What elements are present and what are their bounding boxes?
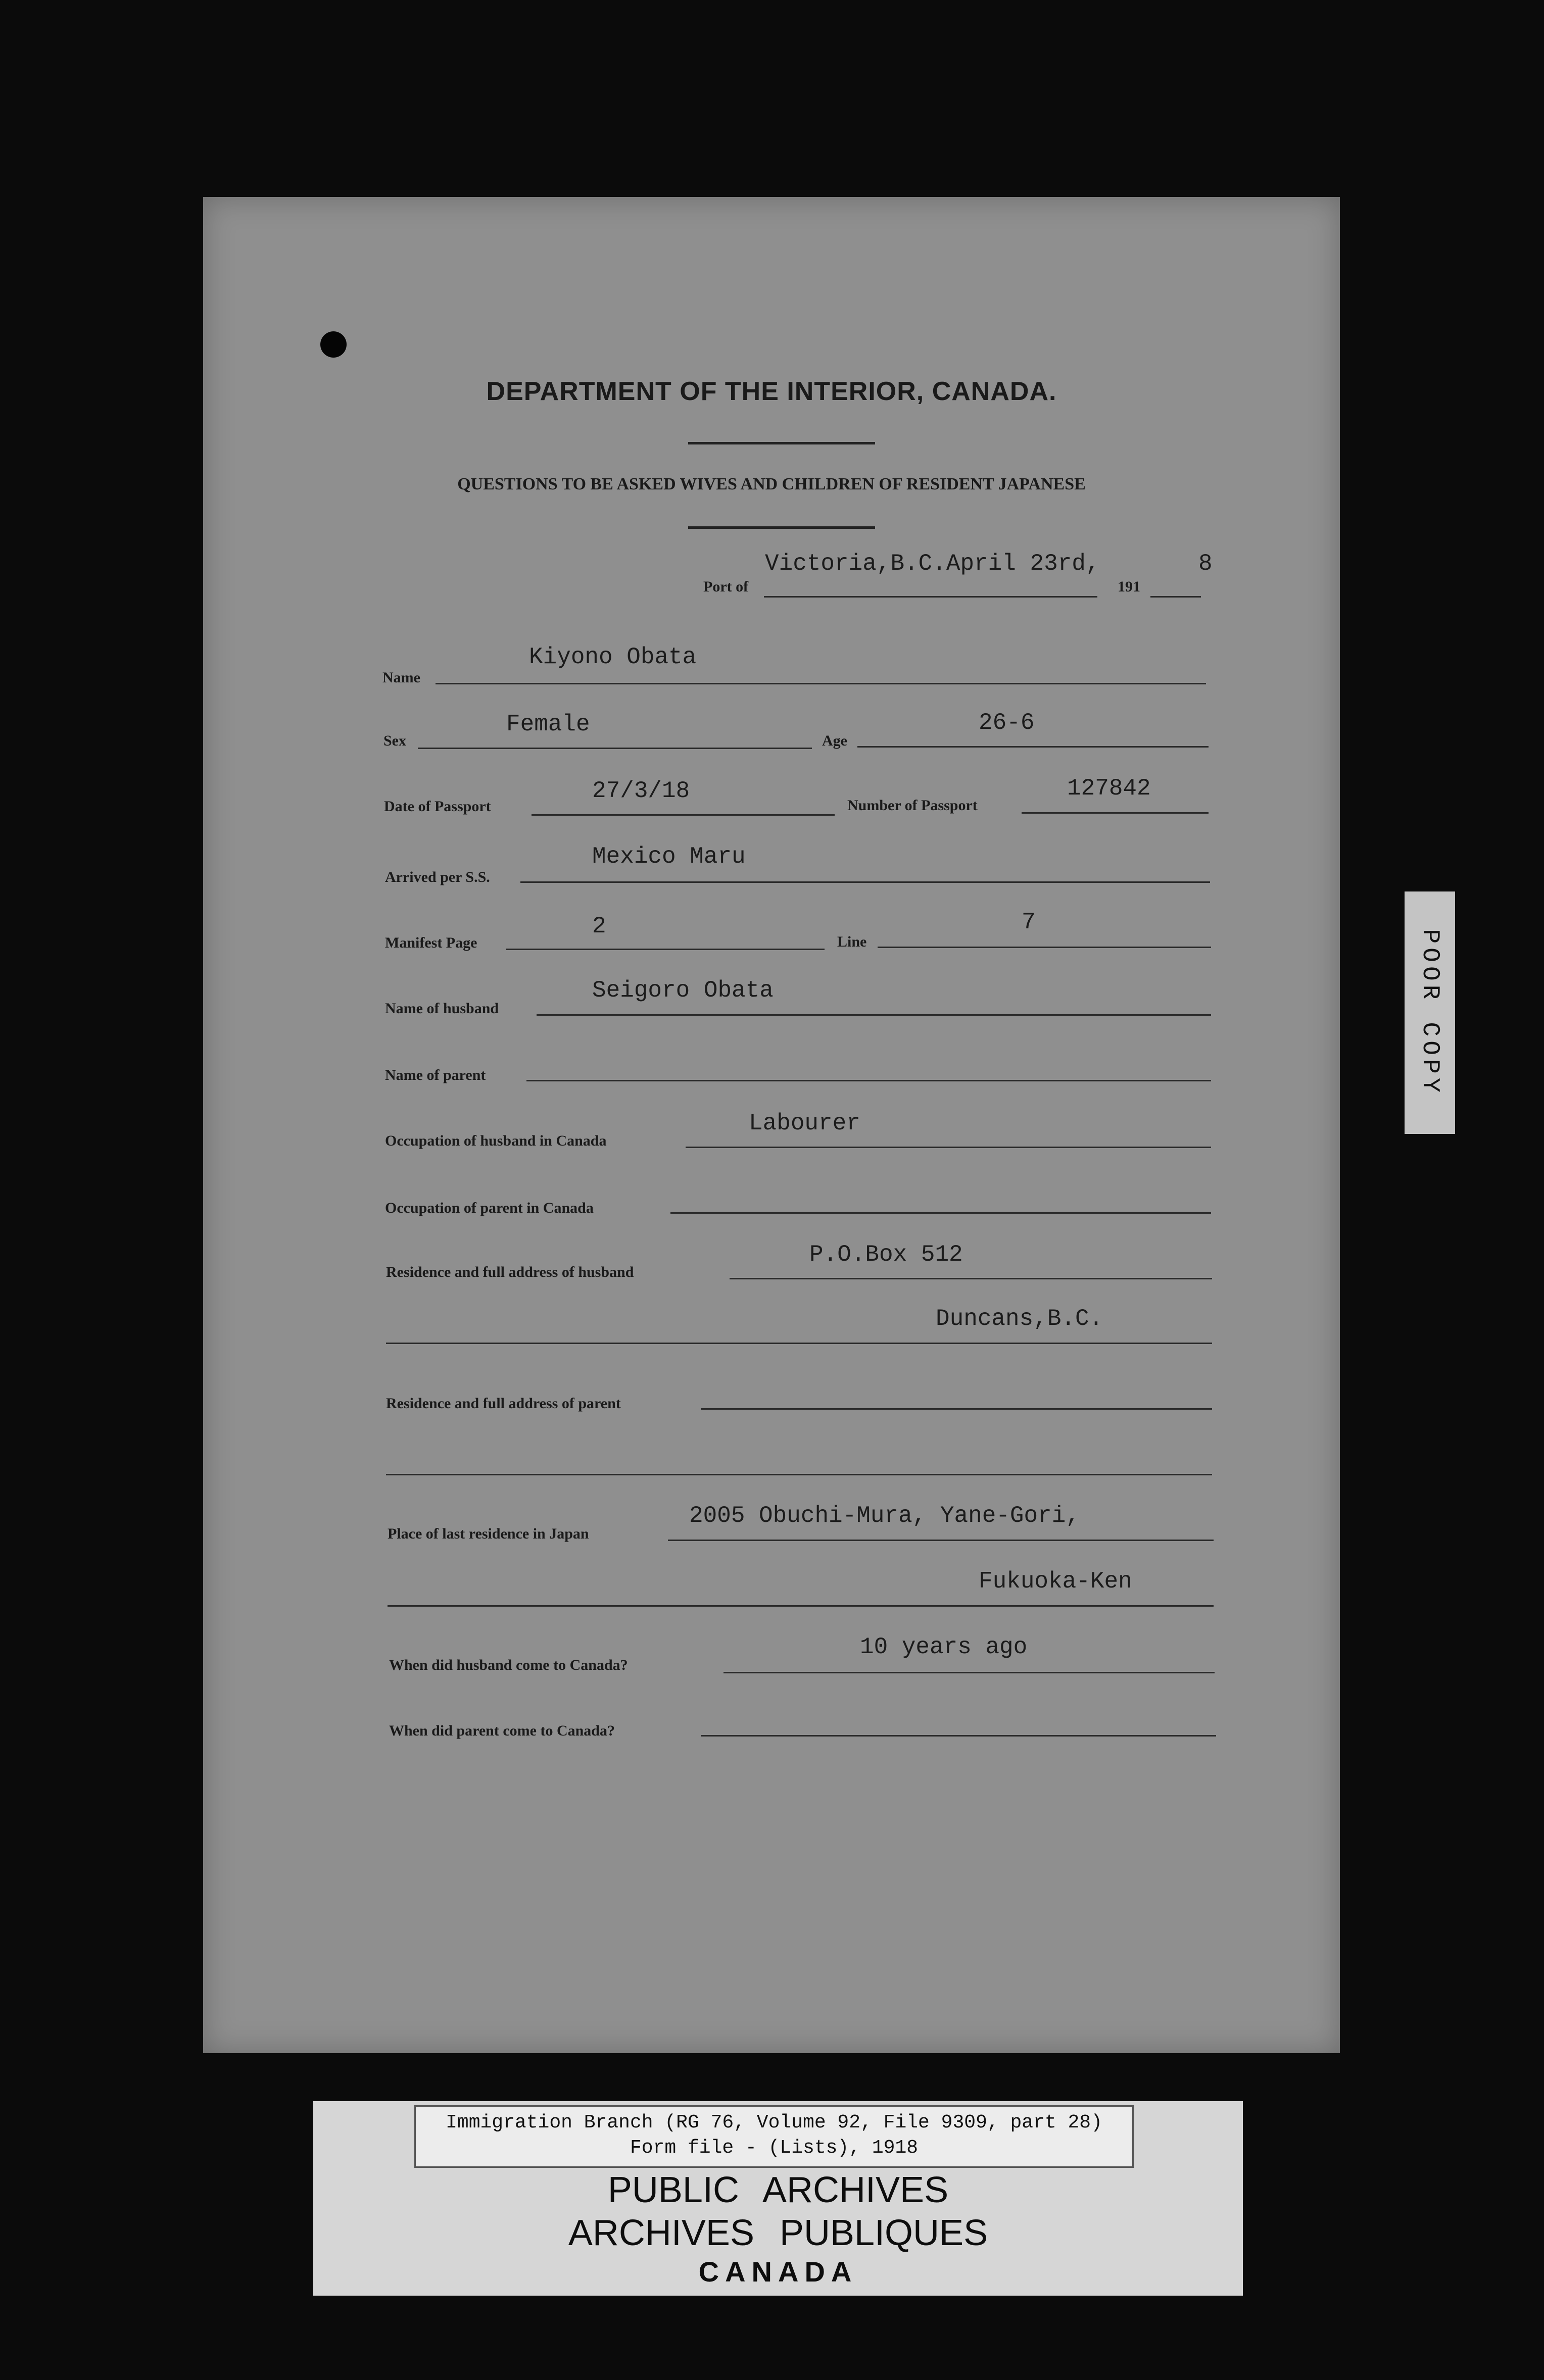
passport-number-value: 127842 <box>1067 775 1151 802</box>
last-residence-label: Place of last residence in Japan <box>388 1525 589 1542</box>
name-value: Kiyono Obata <box>529 644 697 670</box>
archives-publiques-text: ARCHIVES PUBLIQUES <box>568 2213 988 2253</box>
line-value: 7 <box>1022 909 1036 935</box>
sex-line <box>418 748 812 749</box>
punch-hole <box>320 331 347 358</box>
department-title: DEPARTMENT OF THE INTERIOR, CANADA. <box>486 377 1057 406</box>
parent-name-label: Name of parent <box>385 1067 486 1083</box>
archives-label <box>313 2101 1243 2296</box>
husband-came-value: 10 years ago <box>860 1634 1028 1660</box>
parent-came-label: When did parent come to Canada? <box>389 1722 615 1739</box>
husband-address-value-1: P.O.Box 512 <box>809 1242 963 1268</box>
husband-name-label: Name of husband <box>385 1000 499 1017</box>
poor-copy-text: POOR COPY <box>1416 929 1443 1097</box>
husband-occupation-value: Labourer <box>749 1110 860 1136</box>
passport-number-label: Number of Passport <box>847 797 978 814</box>
canada-text: CANADA <box>698 2256 858 2288</box>
arrived-value: Mexico Maru <box>592 844 746 870</box>
poor-copy-tab <box>1405 891 1455 1134</box>
last-residence-line-2 <box>388 1605 1214 1607</box>
husband-name-line <box>537 1014 1211 1016</box>
parent-occupation-label: Occupation of parent in Canada <box>385 1200 594 1216</box>
parent-occupation-line <box>670 1212 1211 1214</box>
passport-date-line <box>532 814 835 816</box>
husband-address-value-2: Duncans,B.C. <box>936 1306 1103 1332</box>
last-residence-value-1: 2005 Obuchi-Mura, Yane-Gori, <box>689 1503 1080 1529</box>
manifest-page-label: Manifest Page <box>385 934 477 951</box>
divider <box>688 442 875 444</box>
divider <box>688 526 875 529</box>
year-line <box>1150 596 1201 598</box>
parent-address-line-1 <box>701 1408 1212 1410</box>
arrived-line <box>520 881 1210 883</box>
line-number-line <box>878 947 1211 948</box>
public-archives-text: PUBLIC ARCHIVES <box>607 2170 949 2210</box>
manifest-page-line <box>506 949 825 950</box>
parent-name-line <box>526 1080 1211 1081</box>
husband-came-line <box>723 1672 1215 1673</box>
passport-number-line <box>1022 812 1209 814</box>
husband-name-value: Seigoro Obata <box>592 977 774 1004</box>
age-line <box>857 746 1209 748</box>
husband-address-label: Residence and full address of husband <box>386 1264 634 1280</box>
husband-occupation-label: Occupation of husband in Canada <box>385 1132 607 1149</box>
parent-came-line <box>701 1735 1216 1737</box>
manifest-page-value: 2 <box>592 913 606 939</box>
reference-line-1: Immigration Branch (RG 76, Volume 92, File 9309, part 28) <box>446 2112 1102 2134</box>
port-label: Port of <box>703 578 749 595</box>
passport-date-value: 27/3/18 <box>592 778 690 804</box>
passport-date-label: Date of Passport <box>384 798 491 815</box>
husband-came-label: When did husband come to Canada? <box>389 1657 628 1673</box>
port-line <box>764 596 1097 598</box>
name-label: Name <box>382 669 420 686</box>
age-label: Age <box>822 732 847 749</box>
form-subtitle: QUESTIONS TO BE ASKED WIVES AND CHILDREN OF RESIDENT JAPANESE <box>457 475 1086 493</box>
parent-address-line-2 <box>386 1474 1212 1475</box>
line-label: Line <box>837 933 867 950</box>
sex-label: Sex <box>383 732 406 749</box>
year-suffix: 8 <box>1198 551 1213 577</box>
year-prefix: 191 <box>1118 578 1140 595</box>
husband-address-line-2 <box>386 1343 1212 1344</box>
last-residence-line-1 <box>668 1540 1214 1541</box>
reference-line-2: Form file - (Lists), 1918 <box>630 2137 919 2159</box>
name-line <box>436 683 1206 684</box>
parent-address-label: Residence and full address of parent <box>386 1395 621 1412</box>
form-sheet <box>203 197 1340 2053</box>
age-value: 26-6 <box>979 710 1035 736</box>
husband-occupation-line <box>686 1147 1211 1148</box>
port-value: Victoria,B.C.April 23rd, <box>765 551 1100 577</box>
arrived-label: Arrived per S.S. <box>385 869 490 885</box>
reference-slip <box>414 2105 1134 2168</box>
sex-value: Female <box>506 711 590 737</box>
last-residence-value-2: Fukuoka-Ken <box>979 1568 1132 1595</box>
husband-address-line-1 <box>730 1278 1212 1279</box>
